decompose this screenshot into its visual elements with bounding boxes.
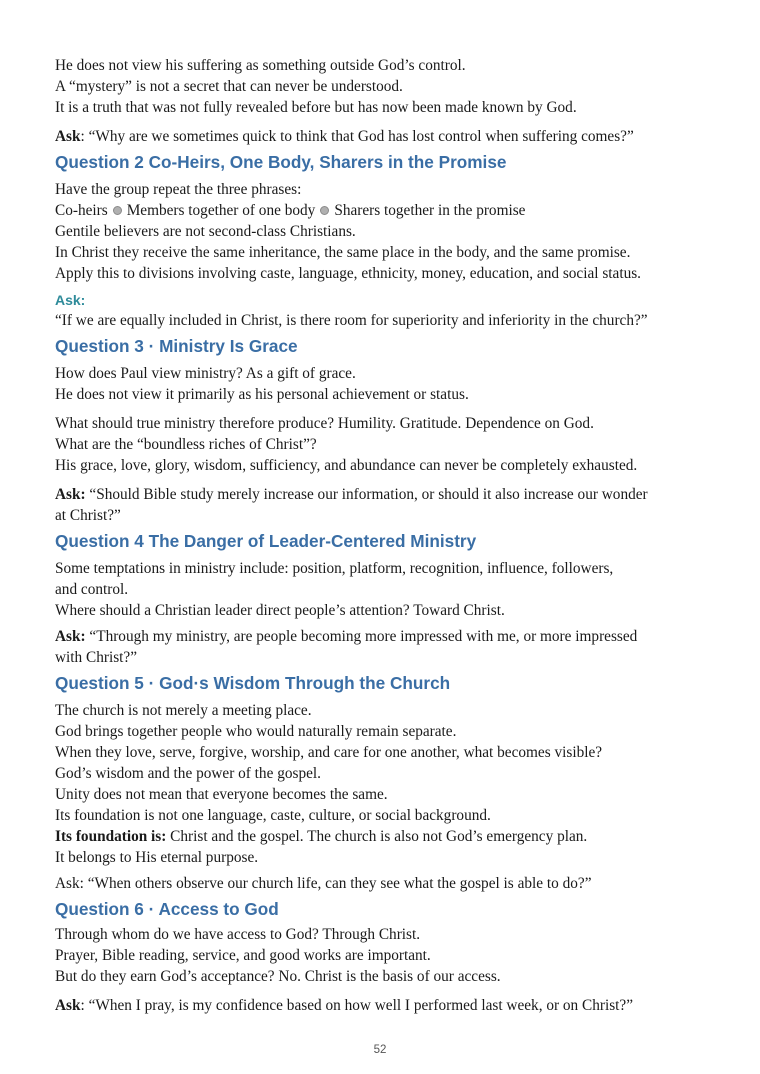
body-line: God’s wisdom and the power of the gospel. (55, 765, 321, 782)
phrase: Co-heirs (55, 202, 108, 219)
ask-text: “Should Bible study merely increase our information, or should it also increase our wonder (85, 486, 648, 503)
question-5-heading: Question 5 · God·s Wisdom Through the Church (55, 673, 451, 693)
body-line: Unity does not mean that everyone becomes the same. (55, 786, 388, 803)
body-line: How does Paul view ministry? As a gift of grace. (55, 365, 356, 382)
question-2-heading: Question 2 Co-Heirs, One Body, Sharers in the Promise (55, 152, 507, 172)
ask-text: : “When I pray, is my confidence based on how well I performed last week, or on Christ?” (80, 997, 634, 1014)
foundation-text: Christ and the gospel. The church is also not God’s emergency plan. (166, 828, 588, 845)
body-line: He does not view it primarily as his personal achievement or status. (55, 386, 469, 403)
page-content (55, 55, 710, 1016)
ask-line: with Christ?” (55, 649, 137, 666)
body-line: Apply this to divisions involving caste, language, ethnicity, money, education, and social status. (55, 265, 641, 282)
ask-line (55, 995, 710, 1016)
ask-line (55, 626, 710, 647)
body-line: Have the group repeat the three phrases: (55, 181, 302, 198)
question-4-heading: Question 4 The Danger of Leader-Centered Ministry (55, 531, 477, 551)
ask-label: Ask: (55, 486, 86, 503)
body-line: God brings together people who would naturally remain separate. (55, 723, 457, 740)
foundation-label: Its foundation is: (55, 828, 167, 845)
ask-text: “Through my ministry, are people becoming more impressed with me, or more impressed (85, 628, 638, 645)
ask-heading: Ask: (55, 292, 86, 308)
ask-line (55, 126, 710, 147)
body-line: Prayer, Bible reading, service, and good works are important. (55, 947, 431, 964)
body-line: and control. (55, 581, 129, 598)
bullet-icon (320, 206, 329, 215)
body-line: In Christ they receive the same inheritance, the same place in the body, and the same promise. (55, 244, 631, 261)
body-line: Where should a Christian leader direct people’s attention? Toward Christ. (55, 602, 505, 619)
body-line: But do they earn God’s acceptance? No. Christ is the basis of our access. (55, 968, 501, 985)
foundation-line (55, 826, 710, 847)
ask-line: Ask: “When others observe our church life, can they see what the gospel is able to do?” (55, 875, 592, 892)
phrase: Members together of one body (126, 202, 316, 219)
phrase-line (55, 200, 710, 221)
body-line: It is a truth that was not fully revealed before but has now been made known by God. (55, 99, 577, 116)
body-line: Its foundation is not one language, caste, culture, or social background. (55, 807, 491, 824)
ask-label: Ask: (55, 628, 86, 645)
ask-line: at Christ?” (55, 507, 121, 524)
phrase: Sharers together in the promise (334, 202, 526, 219)
question-6-heading: Question 6 · Access to God (55, 899, 279, 919)
body-line: He does not view his suffering as something outside God’s control. (55, 57, 466, 74)
body-line: Some temptations in ministry include: position, platform, recognition, influence, followers, (55, 560, 614, 577)
body-line: The church is not merely a meeting place. (55, 702, 312, 719)
ask-text: “If we are equally included in Christ, is there room for superiority and inferiority in the church?” (55, 312, 648, 329)
ask-line (55, 484, 710, 505)
body-line: It belongs to His eternal purpose. (55, 849, 259, 866)
body-line: His grace, love, glory, wisdom, sufficiency, and abundance can never be completely exhausted. (55, 457, 638, 474)
ask-text: : “Why are we sometimes quick to think that God has lost control when suffering comes?” (80, 128, 634, 145)
ask-label: Ask (55, 128, 81, 145)
body-line: What are the “boundless riches of Christ”? (55, 436, 317, 453)
bullet-icon (113, 206, 122, 215)
page-number: 52 (373, 1044, 387, 1056)
body-line: Through whom do we have access to God? Through Christ. (55, 926, 421, 943)
ask-label: Ask (55, 997, 81, 1014)
body-line: What should true ministry therefore produce? Humility. Gratitude. Dependence on God. (55, 415, 594, 432)
body-line: Gentile believers are not second-class Christians. (55, 223, 356, 240)
question-3-heading: Question 3 · Ministry Is Grace (55, 336, 298, 356)
body-line: When they love, serve, forgive, worship, and care for one another, what becomes visible? (55, 744, 603, 761)
body-line: A “mystery” is not a secret that can never be understood. (55, 78, 403, 95)
